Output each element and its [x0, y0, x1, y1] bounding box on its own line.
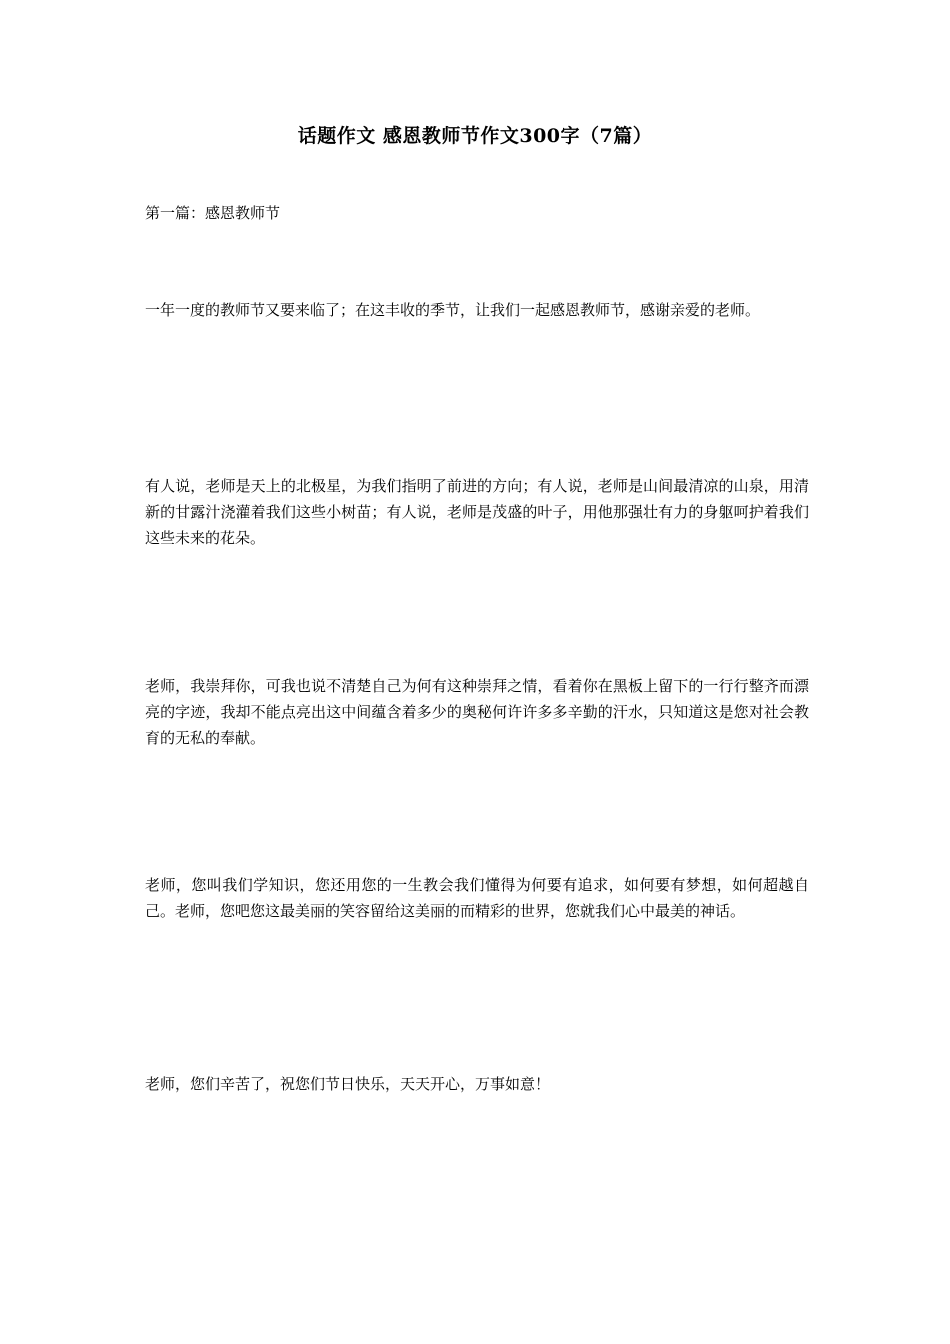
paragraph-5: 老师，您们辛苦了，祝您们节日快乐，天天开心，万事如意！ — [145, 1075, 551, 1093]
paragraph-2: 有人说，老师是天上的北极星，为我们指明了前进的方向；有人说，老师是山间最清凉的山泉，用清新的甘露汁浇灌着我们这些小树苗；有人说，老师是茂盛的叶子，用他那强壮有力的身躯呵护着我们这些未来的花朵。 — [145, 477, 809, 547]
section-heading: 第一篇：感恩教师节 — [145, 204, 281, 222]
paragraph-3: 老师，我崇拜你，可我也说不清楚自己为何有这种崇拜之情，看着你在黑板上留下的一行行整齐而漂亮的字迹，我却不能点亮出这中间蕴含着多少的奥秘何许许多多辛勤的汗水，只知道这是您对社会教育的无私的奉献。 — [145, 677, 809, 747]
paragraph-4: 老师，您叫我们学知识，您还用您的一生教会我们懂得为何要有追求，如何要有梦想，如何超越自己。老师，您吧您这最美丽的笑容留给这美丽的而精彩的世界，您就我们心中最美的神话。 — [145, 876, 809, 920]
paragraph-1: 一年一度的教师节又要来临了；在这丰收的季节，让我们一起感恩教师节，感谢亲爱的老师。 — [145, 301, 761, 319]
document-title: 话题作文 感恩教师节作文300字（7篇） — [297, 125, 653, 147]
